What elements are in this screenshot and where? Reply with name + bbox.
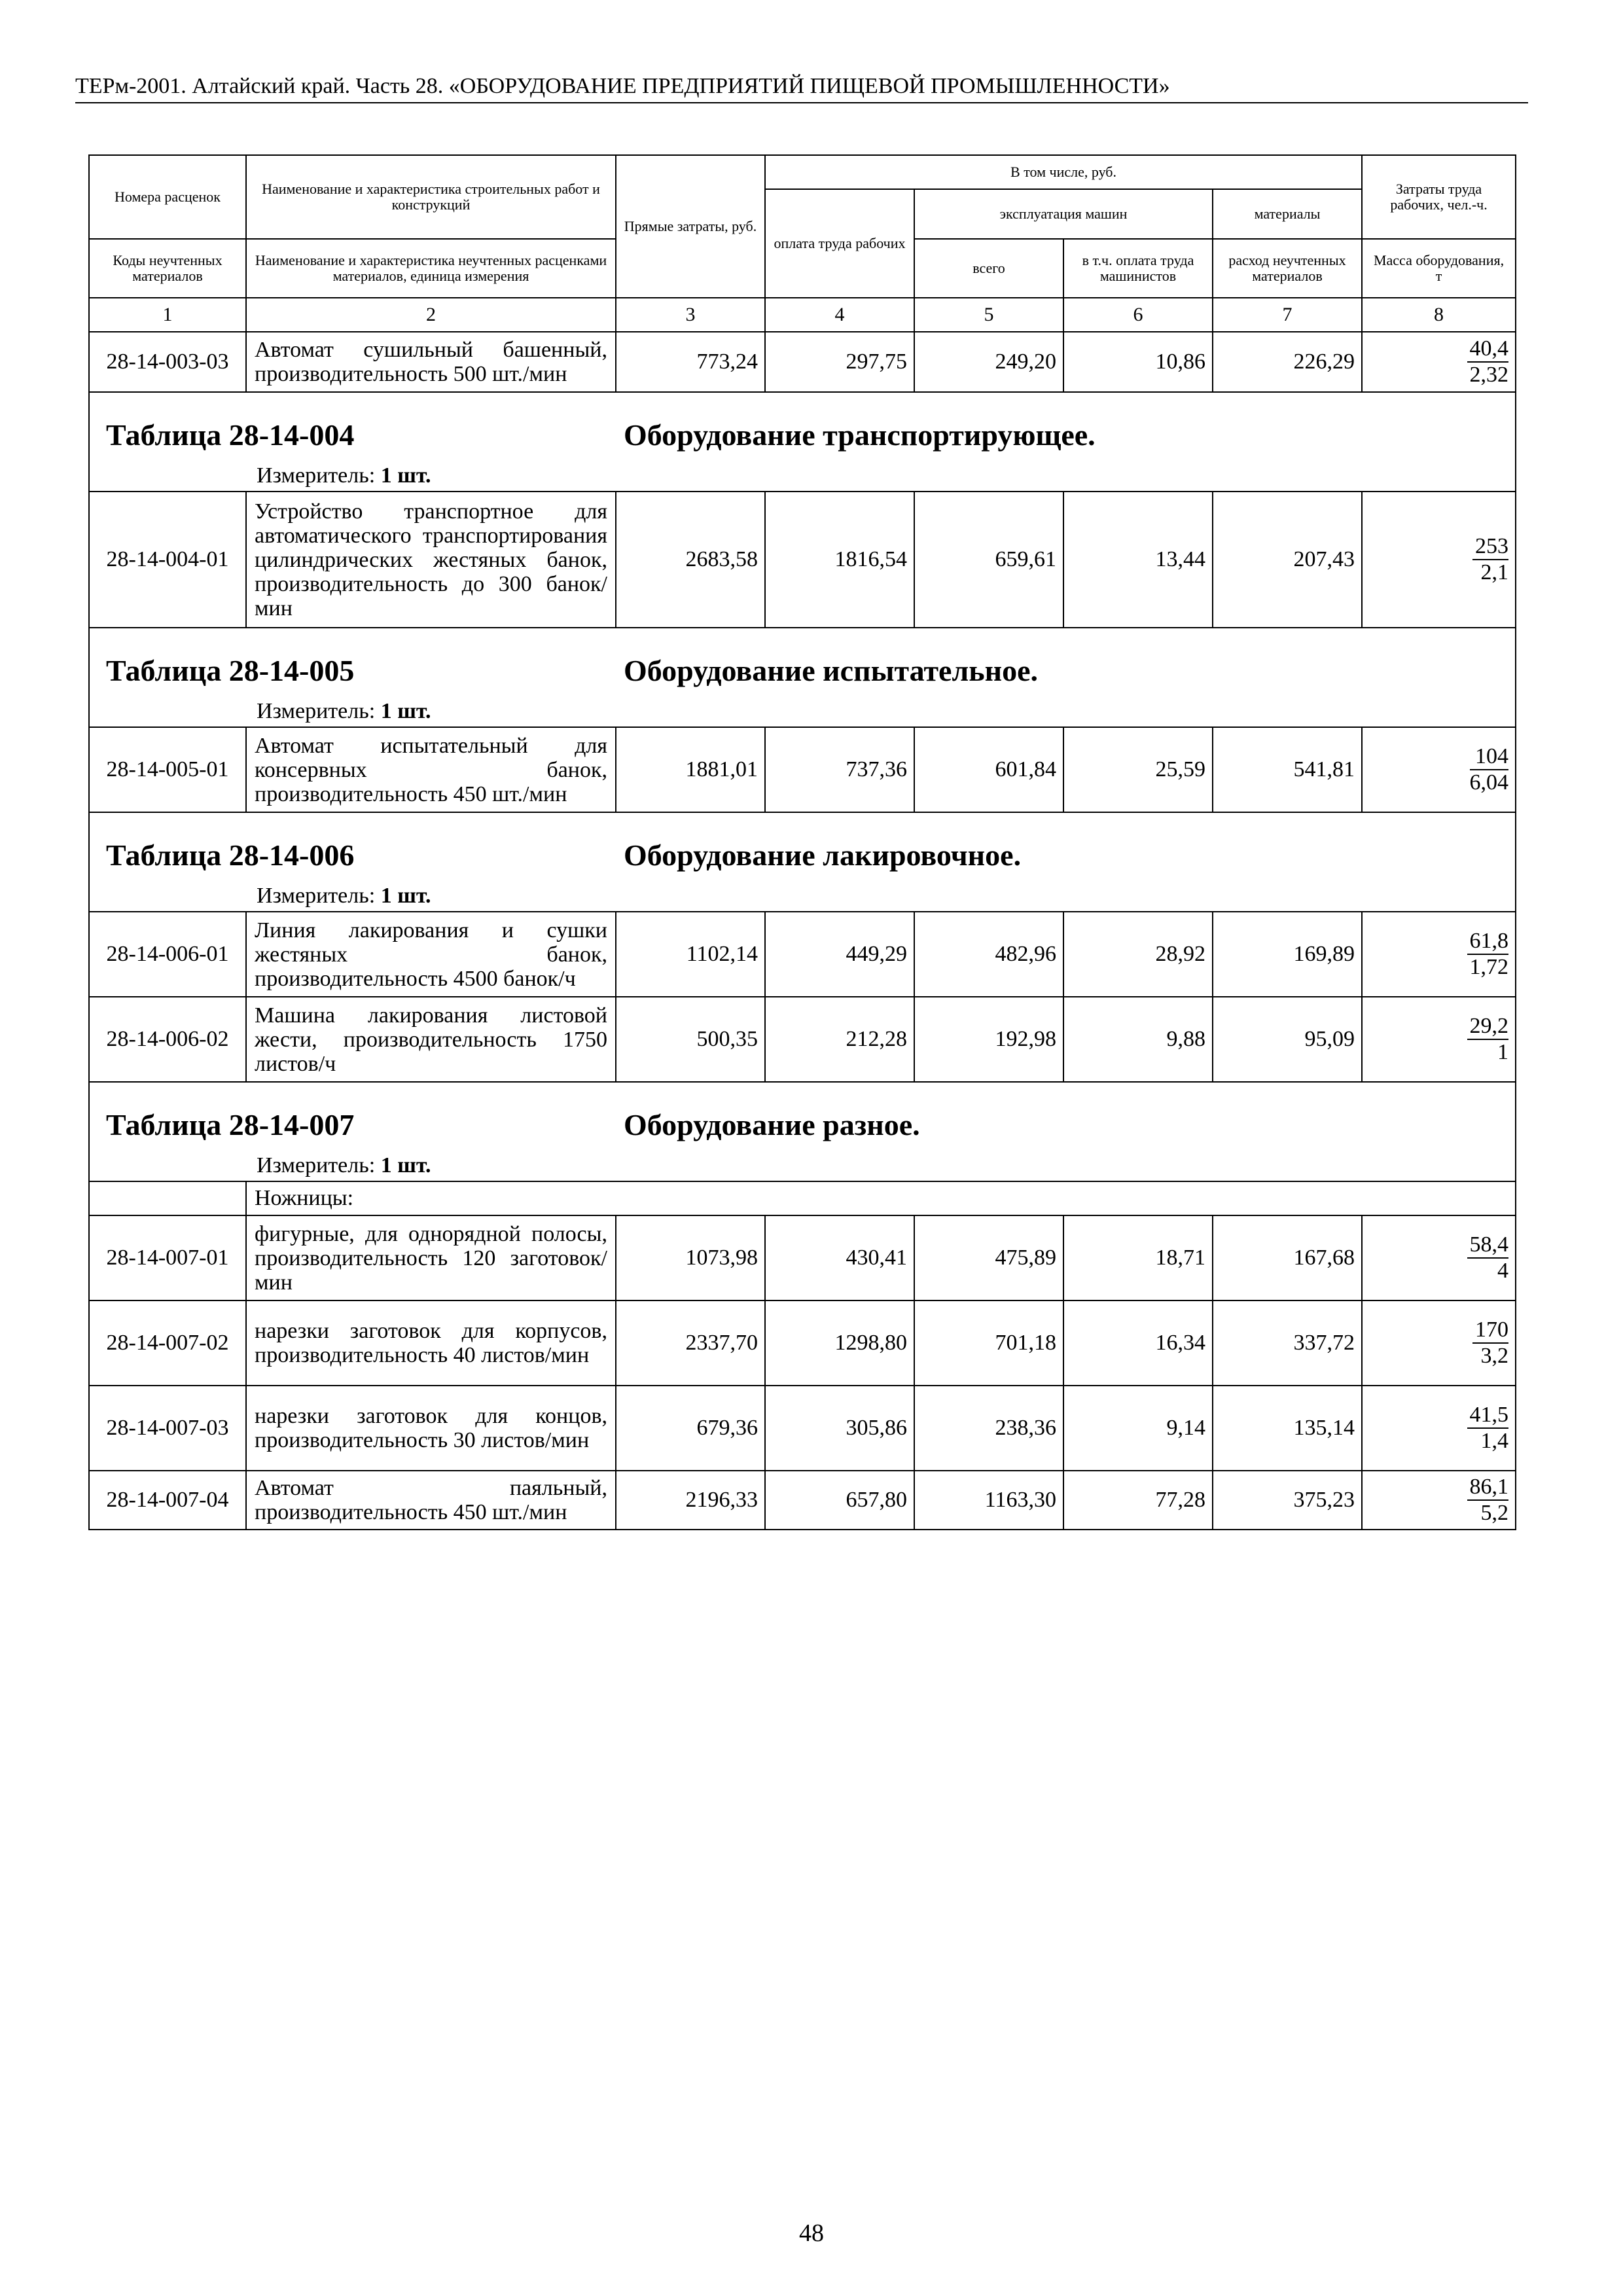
unit-of-measure xyxy=(257,1153,431,1178)
rate-description: Машина лакирования листовой жести, производительность 1750 листов/ч xyxy=(246,997,616,1082)
machinist-wages: 9,88 xyxy=(1063,997,1213,1082)
labor-hours: 253 xyxy=(1472,534,1508,560)
rate-row xyxy=(89,1471,1516,1530)
rate-description: нарезки заготовок для корпусов, производительность 40 листов/мин xyxy=(246,1300,616,1386)
machines-total: 475,89 xyxy=(914,1215,1063,1300)
direct-cost: 679,36 xyxy=(616,1386,765,1471)
table-name: Оборудование транспортирующее. xyxy=(624,418,1096,452)
unit-of-measure xyxy=(257,699,431,724)
hours-mass-fraction xyxy=(1362,1471,1516,1530)
direct-cost: 773,24 xyxy=(616,332,765,392)
table-title: Таблица 28-14-006 xyxy=(106,838,355,872)
rate-code: 28-14-007-04 xyxy=(89,1471,246,1530)
table-name: Оборудование разное. xyxy=(624,1108,920,1141)
materials-cost: 135,14 xyxy=(1213,1386,1362,1471)
labor-cost: 212,28 xyxy=(765,997,914,1082)
equipment-mass: 5,2 xyxy=(1480,1501,1509,1525)
materials-cost: 169,89 xyxy=(1213,912,1362,997)
equipment-mass: 2,32 xyxy=(1469,363,1509,387)
group-label: Ножницы: xyxy=(246,1181,1516,1215)
header-direct-cost: Прямые затраты, руб. xyxy=(616,155,765,298)
rate-code: 28-14-007-01 xyxy=(89,1215,246,1300)
hours-mass-fraction xyxy=(1362,492,1516,628)
machines-total: 238,36 xyxy=(914,1386,1063,1471)
table-name: Оборудование лакировочное. xyxy=(624,838,1022,872)
labor-hours: 86,1 xyxy=(1467,1475,1509,1501)
machines-total: 601,84 xyxy=(914,727,1063,812)
machines-total: 659,61 xyxy=(914,492,1063,628)
labor-cost: 657,80 xyxy=(765,1471,914,1530)
materials-cost: 95,09 xyxy=(1213,997,1362,1082)
fraction xyxy=(1467,1232,1509,1283)
rate-row xyxy=(89,332,1516,392)
header-machines: эксплуатация машин xyxy=(914,189,1213,239)
hours-mass-fraction xyxy=(1362,727,1516,812)
table-section-header xyxy=(89,812,1516,912)
header-including: В том числе, руб. xyxy=(765,155,1362,189)
labor-hours: 29,2 xyxy=(1467,1014,1509,1040)
labor-hours: 40,4 xyxy=(1467,336,1509,363)
fraction xyxy=(1467,1014,1509,1065)
equipment-mass: 4 xyxy=(1497,1259,1509,1283)
table-section-header-cell xyxy=(89,392,1516,492)
fraction xyxy=(1472,534,1508,585)
labor-hours: 170 xyxy=(1472,1318,1508,1344)
rate-row xyxy=(89,912,1516,997)
unit-value: 1 шт. xyxy=(380,463,431,488)
header-code-top: Номера расценок xyxy=(89,155,246,239)
header-materials-unaccounted: расход неучтенных материалов xyxy=(1213,239,1362,298)
header-name-bottom: Наименование и характеристика неучтенных расценками материалов, единица измерения xyxy=(246,239,616,298)
unit-label: Измеритель: xyxy=(257,463,376,488)
direct-cost: 2196,33 xyxy=(616,1471,765,1530)
table-title: Таблица 28-14-007 xyxy=(106,1108,355,1141)
labor-hours: 104 xyxy=(1470,744,1509,770)
column-number: 1 xyxy=(89,298,246,332)
column-number: 2 xyxy=(246,298,616,332)
labor-hours: 41,5 xyxy=(1467,1403,1509,1429)
labor-cost: 297,75 xyxy=(765,332,914,392)
materials-cost: 226,29 xyxy=(1213,332,1362,392)
table-section-header xyxy=(89,1082,1516,1181)
rate-row xyxy=(89,1215,1516,1300)
column-number: 7 xyxy=(1213,298,1362,332)
hours-mass-fraction xyxy=(1362,1300,1516,1386)
machinist-wages: 13,44 xyxy=(1063,492,1213,628)
machines-total: 1163,30 xyxy=(914,1471,1063,1530)
page-number: 48 xyxy=(799,2219,824,2247)
machines-total: 192,98 xyxy=(914,997,1063,1082)
rate-description: фигурные, для однорядной полосы, производительность 120 заготовок/мин xyxy=(246,1215,616,1300)
hours-mass-fraction xyxy=(1362,332,1516,392)
rate-code: 28-14-006-02 xyxy=(89,997,246,1082)
column-number: 6 xyxy=(1063,298,1213,332)
hours-mass-fraction xyxy=(1362,1215,1516,1300)
rate-description: Автомат паяльный, производительность 450 шт./мин xyxy=(246,1471,616,1530)
group-empty-cell xyxy=(89,1181,246,1215)
labor-hours: 61,8 xyxy=(1467,929,1509,955)
machinist-wages: 77,28 xyxy=(1063,1471,1213,1530)
unit-value: 1 шт. xyxy=(380,1153,431,1177)
table-section-header-cell xyxy=(89,1082,1516,1181)
rate-row xyxy=(89,1386,1516,1471)
rate-code: 28-14-005-01 xyxy=(89,727,246,812)
rate-description: Линия лакирования и сушки жестяных банок, производительность 4500 банок/ч xyxy=(246,912,616,997)
direct-cost: 2683,58 xyxy=(616,492,765,628)
rate-code: 28-14-003-03 xyxy=(89,332,246,392)
unit-label: Измеритель: xyxy=(257,699,376,723)
equipment-mass: 1,4 xyxy=(1480,1429,1509,1453)
header-materials: материалы xyxy=(1213,189,1362,239)
unit-of-measure xyxy=(257,884,431,908)
equipment-mass: 1,72 xyxy=(1469,955,1509,979)
rate-row xyxy=(89,997,1516,1082)
machinist-wages: 28,92 xyxy=(1063,912,1213,997)
machines-total: 249,20 xyxy=(914,332,1063,392)
rate-description: Автомат сушильный башенный, производительность 500 шт./мин xyxy=(246,332,616,392)
fraction xyxy=(1467,929,1509,980)
table-section-header xyxy=(89,628,1516,727)
labor-cost: 430,41 xyxy=(765,1215,914,1300)
fraction xyxy=(1467,1475,1509,1526)
direct-cost: 1073,98 xyxy=(616,1215,765,1300)
hours-mass-fraction xyxy=(1362,1386,1516,1471)
equipment-mass: 2,1 xyxy=(1480,560,1509,584)
materials-cost: 337,72 xyxy=(1213,1300,1362,1386)
equipment-mass: 6,04 xyxy=(1469,770,1509,795)
rate-description: Устройство транспортное для автоматического транспортирования цилиндрических жестяных банок, производительность до 300 банок/мин xyxy=(246,492,616,628)
labor-cost: 1816,54 xyxy=(765,492,914,628)
rate-code: 28-14-007-02 xyxy=(89,1300,246,1386)
direct-cost: 1102,14 xyxy=(616,912,765,997)
fraction xyxy=(1467,336,1509,387)
rates-table xyxy=(88,154,1516,1530)
rate-description: Автомат испытательный для консервных банок, производительность 450 шт./мин xyxy=(246,727,616,812)
unit-label: Измеритель: xyxy=(257,1153,376,1177)
table-section-header-cell xyxy=(89,628,1516,727)
labor-cost: 1298,80 xyxy=(765,1300,914,1386)
direct-cost: 1881,01 xyxy=(616,727,765,812)
materials-cost: 541,81 xyxy=(1213,727,1362,812)
header-mass: Масса оборудования, т xyxy=(1362,239,1516,298)
machinist-wages: 18,71 xyxy=(1063,1215,1213,1300)
table-section-header xyxy=(89,392,1516,492)
labor-cost: 449,29 xyxy=(765,912,914,997)
materials-cost: 167,68 xyxy=(1213,1215,1362,1300)
machinist-wages: 9,14 xyxy=(1063,1386,1213,1471)
table-title: Таблица 28-14-004 xyxy=(106,418,355,452)
labor-cost: 737,36 xyxy=(765,727,914,812)
fraction xyxy=(1472,1318,1508,1369)
column-numbers-row xyxy=(89,298,1516,332)
direct-cost: 2337,70 xyxy=(616,1300,765,1386)
direct-cost: 500,35 xyxy=(616,997,765,1082)
machines-total: 482,96 xyxy=(914,912,1063,997)
column-number: 4 xyxy=(765,298,914,332)
header-machines-total: всего xyxy=(914,239,1063,298)
equipment-mass: 1 xyxy=(1497,1040,1509,1064)
labor-cost: 305,86 xyxy=(765,1386,914,1471)
rate-code: 28-14-006-01 xyxy=(89,912,246,997)
table-section-header-cell xyxy=(89,812,1516,912)
header-code-bottom: Коды неучтенных материалов xyxy=(89,239,246,298)
materials-cost: 207,43 xyxy=(1213,492,1362,628)
equipment-mass: 3,2 xyxy=(1480,1344,1509,1368)
table-title: Таблица 28-14-005 xyxy=(106,654,355,687)
unit-value: 1 шт. xyxy=(380,699,431,723)
rate-row xyxy=(89,492,1516,628)
hours-mass-fraction xyxy=(1362,912,1516,997)
group-row xyxy=(89,1181,1516,1215)
machinist-wages: 25,59 xyxy=(1063,727,1213,812)
machines-total: 701,18 xyxy=(914,1300,1063,1386)
rate-row xyxy=(89,727,1516,812)
column-number: 8 xyxy=(1362,298,1516,332)
column-number: 3 xyxy=(616,298,765,332)
unit-of-measure xyxy=(257,463,431,488)
fraction xyxy=(1467,1403,1509,1454)
header-labor-cost: оплата труда рабочих xyxy=(765,189,914,298)
materials-cost: 375,23 xyxy=(1213,1471,1362,1530)
fraction xyxy=(1470,744,1509,795)
header-labor-hours: Затраты труда рабочих, чел.-ч. xyxy=(1362,155,1516,239)
rate-row xyxy=(89,1300,1516,1386)
header-machines-wages: в т.ч. оплата труда машинистов xyxy=(1063,239,1213,298)
machinist-wages: 16,34 xyxy=(1063,1300,1213,1386)
unit-value: 1 шт. xyxy=(380,884,431,908)
header-name-top: Наименование и характеристика строительных работ и конструкций xyxy=(246,155,616,239)
rate-code: 28-14-007-03 xyxy=(89,1386,246,1471)
column-number: 5 xyxy=(914,298,1063,332)
labor-hours: 58,4 xyxy=(1467,1232,1509,1259)
rate-description: нарезки заготовок для концов, производительность 30 листов/мин xyxy=(246,1386,616,1471)
running-header: ТЕРм-2001. Алтайский край. Часть 28. «ОБОРУДОВАНИЕ ПРЕДПРИЯТИЙ ПИЩЕВОЙ ПРОМЫШЛЕННОСТИ» xyxy=(75,72,1528,103)
unit-label: Измеритель: xyxy=(257,884,376,908)
hours-mass-fraction xyxy=(1362,997,1516,1082)
machinist-wages: 10,86 xyxy=(1063,332,1213,392)
table-name: Оборудование испытательное. xyxy=(624,654,1039,687)
rate-code: 28-14-004-01 xyxy=(89,492,246,628)
